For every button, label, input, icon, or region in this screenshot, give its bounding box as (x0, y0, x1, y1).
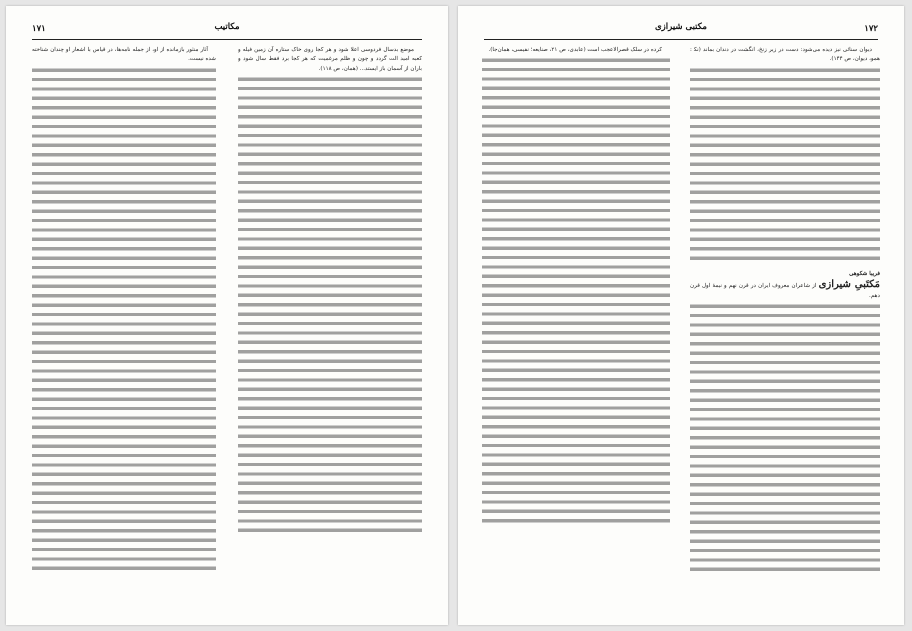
header-rule (484, 39, 878, 40)
paragraph: آثار منثور بازمانده از او، از جمله نامه‌ها، در قیاس با اشعار او چندان شناخته شده نیست. (32, 47, 216, 63)
text-column-left (482, 46, 670, 605)
page-number: ۱۷۱ (32, 24, 46, 34)
text-column-right (690, 46, 880, 605)
running-head (32, 22, 422, 38)
left-page (6, 6, 448, 625)
entry-paragraph (690, 279, 880, 301)
paragraph: دیوان سنائی نیز دیده می‌شود: دست در زیر زنخ، انگشت در دندان بماند (نک‍ : همو، دیوان، ص ۱۴۴). (690, 47, 880, 63)
running-head (484, 22, 878, 38)
paragraph: موضع بدسال فردوسی اعلا شود و هر کجا روی خاک ستاره آن زمین فیله و کعبه امید الت گردد و چون و ظلم مرغمیت که هر کجا برد فقط سال شود و باران از آسمان باز ایستد... (همان، ص ۱۱۸). (238, 47, 422, 72)
author-signature: فریبا شکوهی (849, 270, 880, 277)
text-column-right (238, 46, 422, 605)
body-text-lines (482, 56, 670, 526)
entry-headword: مَکتَبیِ شیرازی (818, 279, 880, 291)
body-text-lines (690, 66, 880, 262)
body-text-lines (690, 302, 880, 574)
running-title: مکتبی شیرازی (655, 22, 707, 32)
header-rule (32, 39, 422, 40)
text-column-left (32, 46, 216, 605)
body-text-lines (238, 75, 422, 535)
paragraph: کرده در سلک قصرالاعجب است (عابدی، ص ۲۱، صنایعه؛ نفیسی، همان‌جا). (488, 47, 662, 53)
entry-text: از شاعران معروف ایران در قرن نهم و نیمهٔ اول قرن دهم. (690, 283, 880, 299)
running-title: مکاتیب (214, 22, 240, 32)
page-number: ۱۷۲ (864, 24, 878, 34)
right-page (458, 6, 904, 625)
body-text-lines (32, 66, 216, 572)
